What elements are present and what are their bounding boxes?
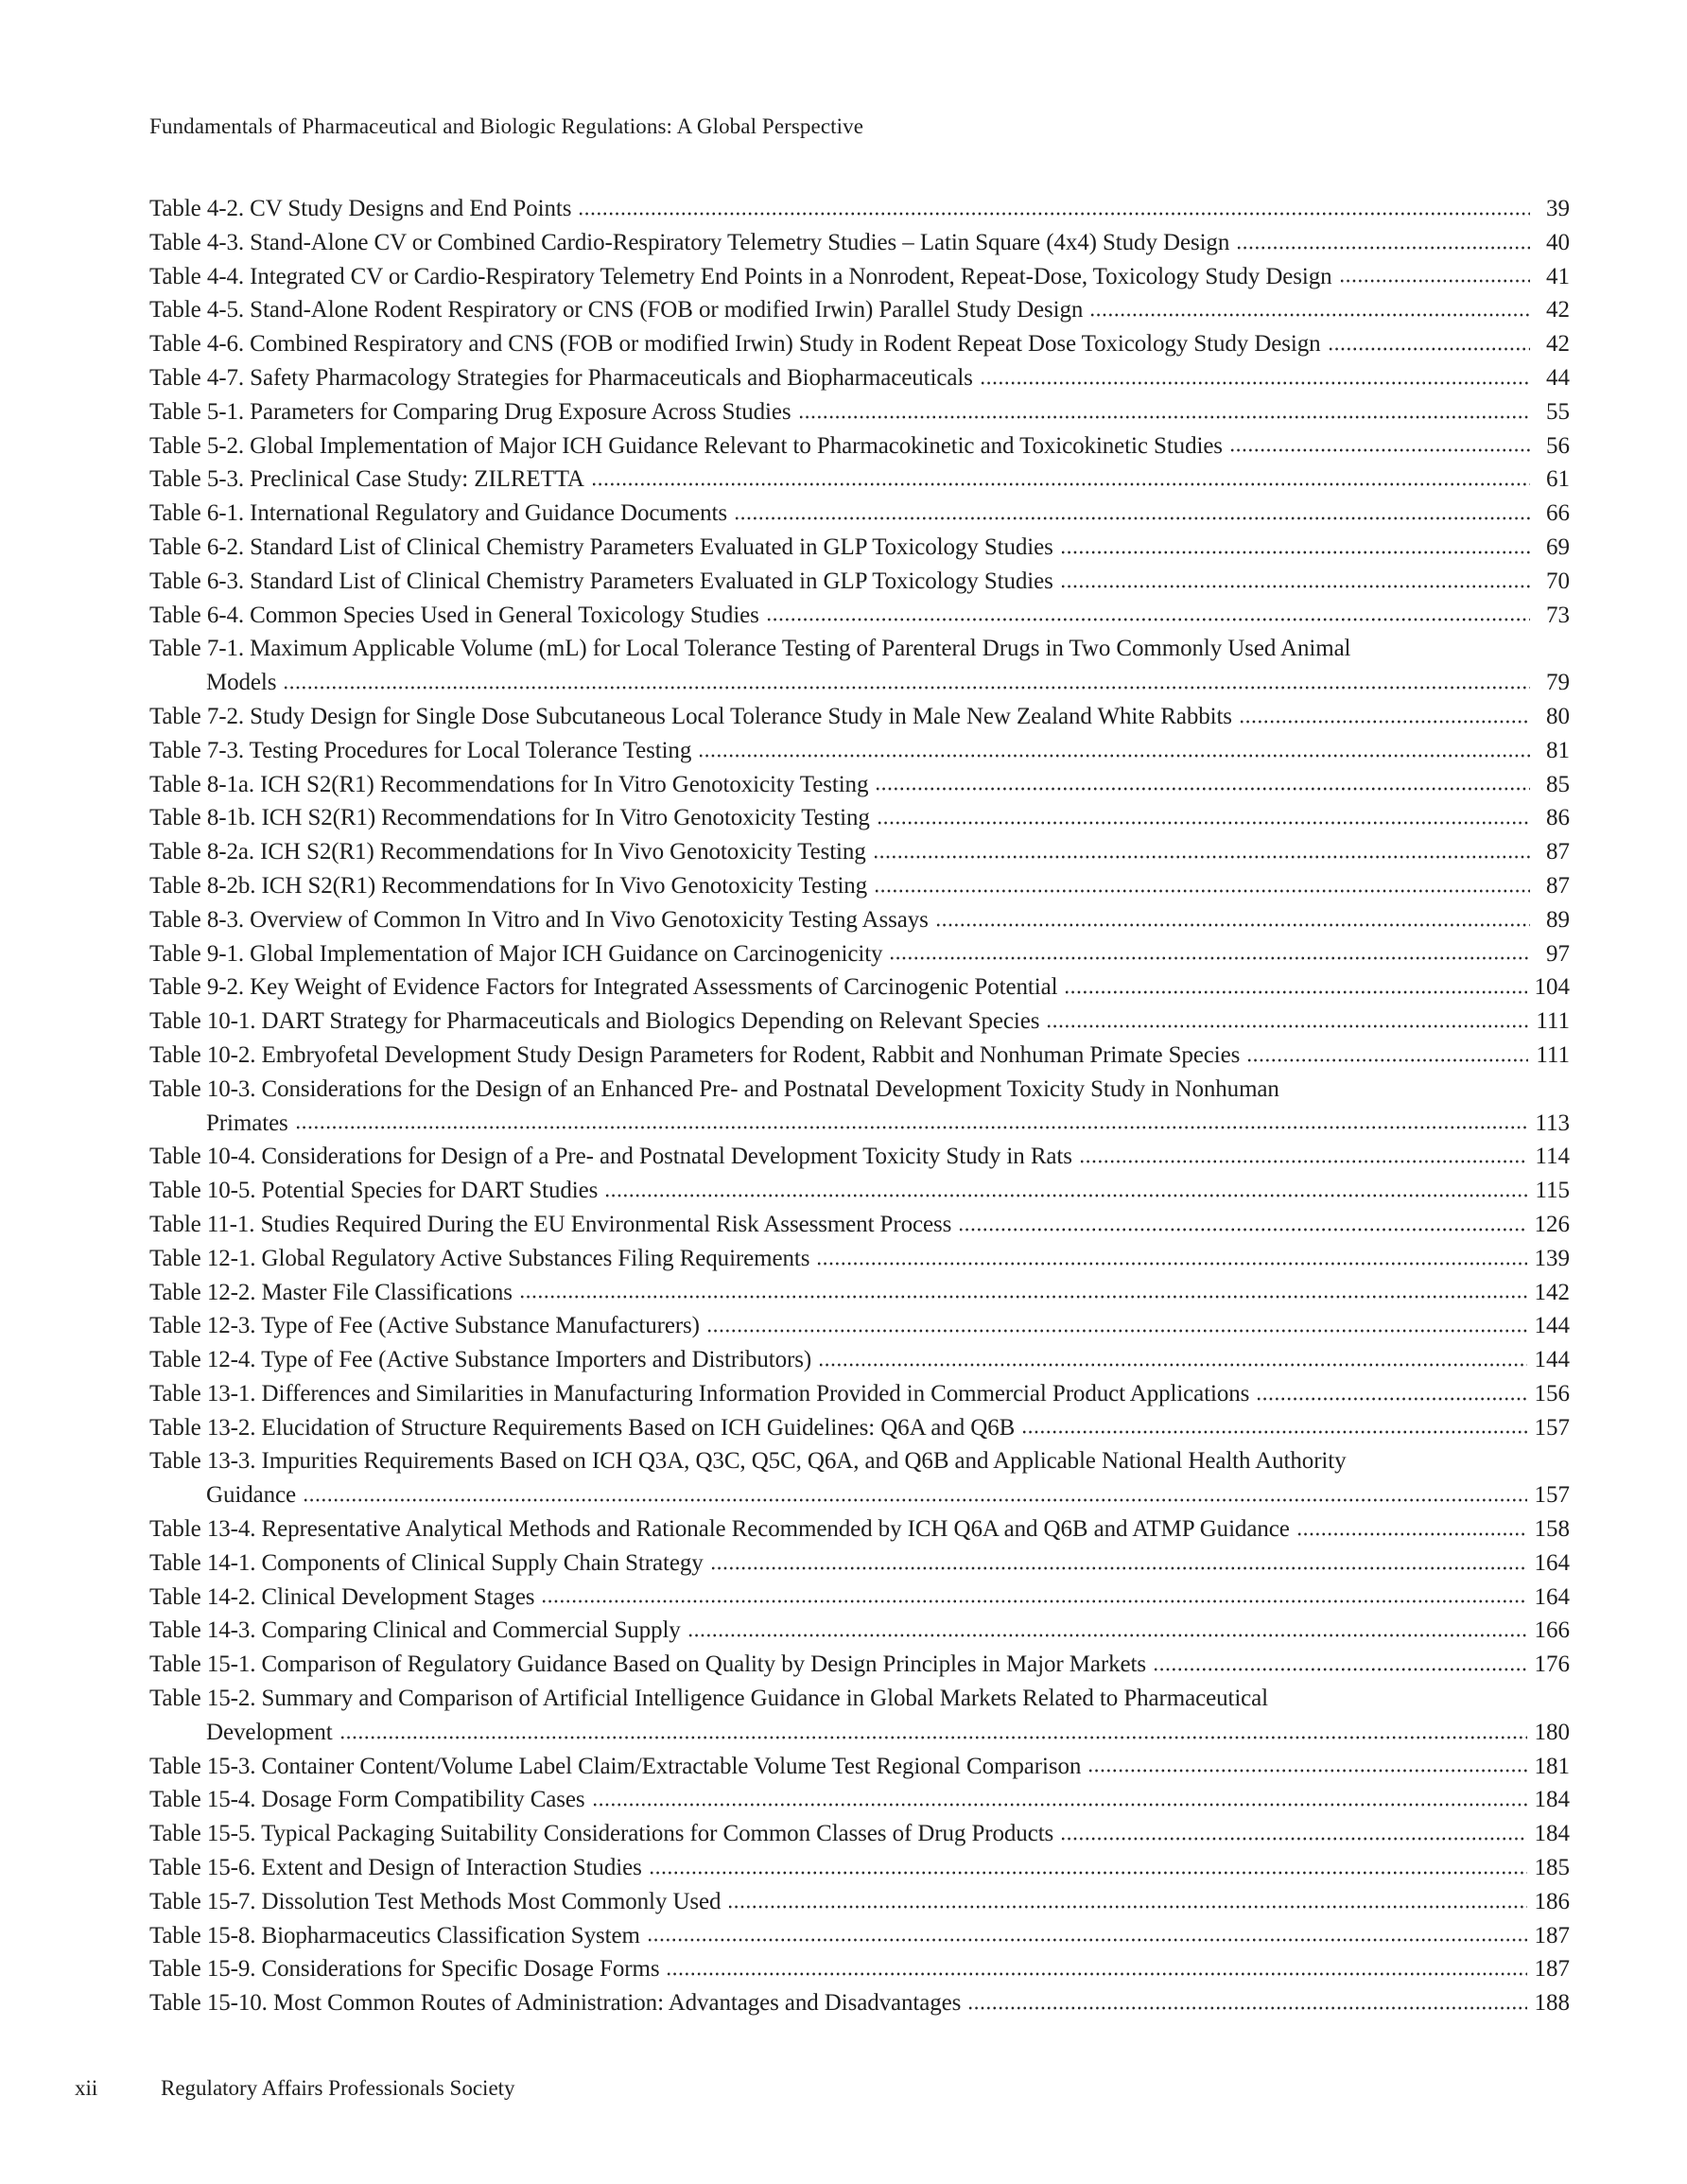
page-number: 184: [1534, 1787, 1570, 1813]
entry-title: Table 11-1. Studies Required During the EU Environmental Risk Assessment Process: [149, 1211, 952, 1237]
entry-title: Table 13-1. Differences and Similarities in Manufacturing Information Provided in Commercial Product Applications: [149, 1380, 1250, 1406]
page-number: 66: [1546, 500, 1570, 527]
entry-title: Table 13-4. Representative Analytical Methods and Rationale Recommended by ICH Q6A and Q6B and ATMP Guidance: [149, 1516, 1290, 1543]
toc-entry: [149, 531, 1570, 565]
entry-title: Table 8-2b. ICH S2(R1) Recommendations for In Vivo Genotoxicity Testing: [149, 872, 868, 899]
page-number: 184: [1534, 1821, 1570, 1847]
dot-leader: [1256, 1377, 1526, 1411]
page-number: 176: [1534, 1651, 1570, 1678]
dot-leader: [766, 599, 1530, 633]
dot-leader: [519, 1276, 1527, 1310]
toc-entry: [149, 1174, 1570, 1208]
toc-entry: [149, 1682, 1570, 1716]
toc-list: [149, 192, 1570, 2020]
entry-title: Table 6-4. Common Species Used in General Toxicology Studies: [149, 602, 759, 628]
toc-entry: [149, 1783, 1570, 1817]
dot-leader: [698, 734, 1530, 768]
dot-leader: [734, 497, 1530, 531]
toc-entry: [149, 734, 1570, 768]
dot-leader: [874, 869, 1530, 903]
page-number: 40: [1546, 229, 1570, 255]
dot-leader: [339, 1716, 1527, 1750]
entry-title: Table 13-2. Elucidation of Structure Requirements Based on ICH Guidelines: Q6A and Q6B: [149, 1414, 1016, 1441]
dot-leader: [1064, 970, 1526, 1005]
page-number: 87: [1546, 839, 1570, 865]
toc-entry: [149, 395, 1570, 429]
page-number: 86: [1546, 805, 1570, 831]
page-number: 79: [1546, 670, 1570, 696]
entry-title: Table 10-3. Considerations for the Design of an Enhanced Pre- and Postnatal Development Toxicity Study in Nonhuman: [149, 1075, 1279, 1102]
page-number: 81: [1546, 737, 1570, 763]
toc-entry: [149, 1581, 1570, 1615]
toc-entry: [149, 1546, 1570, 1581]
toc-entry: [149, 1986, 1570, 2020]
dot-leader: [889, 937, 1530, 971]
dot-leader: [818, 1343, 1526, 1377]
entry-title: Table 7-2. Study Design for Single Dose Subcutaneous Local Tolerance Study in Male New Zealand White Rabbits: [149, 703, 1232, 729]
toc-entry: [149, 869, 1570, 903]
entry-title: Table 12-1. Global Regulatory Active Substances Filing Requirements: [149, 1245, 810, 1271]
toc-entry: [149, 226, 1570, 260]
toc-entry: [149, 970, 1570, 1005]
dot-leader: [1046, 1005, 1528, 1039]
entry-title: Table 14-2. Clinical Development Stages: [149, 1583, 535, 1610]
toc-entry: [149, 327, 1570, 361]
dot-leader: [1339, 260, 1530, 294]
dot-leader: [727, 1885, 1526, 1919]
entry-title: Table 9-1. Global Implementation of Major ICH Guidance on Carcinogenicity: [149, 940, 883, 967]
page-number: 115: [1535, 1178, 1570, 1204]
page-number: 85: [1546, 771, 1570, 797]
dot-leader: [592, 1783, 1527, 1817]
toc-entry: [149, 1952, 1570, 1986]
page-footer: [0, 2074, 1687, 2103]
entry-title: Table 15-8. Biopharmaceutics Classification System: [149, 1922, 640, 1948]
page-number: 180: [1534, 1719, 1570, 1745]
toc-entry: [149, 192, 1570, 226]
page-number: 39: [1546, 196, 1570, 221]
toc-entry: [149, 1140, 1570, 1174]
dot-leader: [283, 666, 1530, 700]
toc-entry-continuation: [149, 666, 1570, 700]
page-number: 188: [1534, 1990, 1570, 2017]
entry-title-continuation: Models: [206, 670, 277, 696]
entry-title: Table 4-2. CV Study Designs and End Points: [149, 196, 572, 221]
toc-entry: [149, 700, 1570, 734]
dot-leader: [541, 1581, 1526, 1615]
dot-leader: [967, 1986, 1526, 2020]
entry-title: Table 10-4. Considerations for Design of a Pre- and Postnatal Development Toxicity Study in Rats: [149, 1144, 1072, 1170]
dot-leader: [980, 361, 1530, 395]
dot-leader: [1060, 1817, 1526, 1851]
toc-entry: [149, 361, 1570, 395]
entry-title: Table 8-1b. ICH S2(R1) Recommendations for In Vitro Genotoxicity Testing: [149, 805, 870, 831]
dot-leader: [1296, 1512, 1527, 1546]
page-number: 187: [1534, 1956, 1570, 1983]
dot-leader: [1153, 1648, 1526, 1682]
entry-title: Table 12-4. Type of Fee (Active Substance Importers and Distributors): [149, 1347, 812, 1373]
toc-entry: [149, 1005, 1570, 1039]
page-number: 113: [1535, 1109, 1570, 1136]
page-number: 185: [1534, 1855, 1570, 1881]
page-folio: xii: [75, 2076, 98, 2100]
entry-title: Table 15-4. Dosage Form Compatibility Cases: [149, 1787, 585, 1813]
entry-title: Table 5-1. Parameters for Comparing Drug Exposure Across Studies: [149, 398, 791, 425]
toc-entry: [149, 768, 1570, 802]
page-number: 70: [1546, 568, 1570, 594]
entry-title: Table 5-3. Preclinical Case Study: ZILRETTA: [149, 466, 584, 493]
dot-leader: [1089, 293, 1530, 327]
dot-leader: [295, 1107, 1528, 1141]
toc-entry: [149, 632, 1570, 666]
toc-entry: [149, 1039, 1570, 1073]
dot-leader: [1060, 531, 1530, 565]
entry-title: Table 8-2a. ICH S2(R1) Recommendations for In Vivo Genotoxicity Testing: [149, 839, 866, 865]
page-number: 157: [1534, 1482, 1570, 1509]
dot-leader: [706, 1309, 1527, 1343]
entry-title: Table 8-1a. ICH S2(R1) Recommendations for In Vitro Genotoxicity Testing: [149, 771, 869, 797]
toc-entry: [149, 463, 1570, 497]
toc-entry: [149, 429, 1570, 463]
entry-title: Table 15-9. Considerations for Specific Dosage Forms: [149, 1956, 660, 1983]
dot-leader: [1236, 226, 1530, 260]
entry-title: Table 14-3. Comparing Clinical and Commercial Supply: [149, 1617, 681, 1644]
toc-entry: [149, 1851, 1570, 1885]
dot-leader: [303, 1478, 1527, 1512]
dot-leader: [1328, 327, 1530, 361]
page-number: 114: [1535, 1144, 1570, 1170]
dot-leader: [578, 192, 1530, 226]
page-number: 97: [1546, 940, 1570, 967]
entry-title: Table 15-2. Summary and Comparison of Artificial Intelligence Guidance in Global Markets Related to Pharmaceutical: [149, 1686, 1269, 1712]
toc-entry: [149, 1444, 1570, 1478]
entry-title: Table 4-5. Stand-Alone Rodent Respiratory or CNS (FOB or modified Irwin) Parallel Study Design: [149, 297, 1084, 323]
page-number: 42: [1546, 297, 1570, 323]
entry-title: Table 5-2. Global Implementation of Major ICH Guidance Relevant to Pharmacokinetic and Toxicokinetic Studies: [149, 432, 1223, 459]
entry-title: Table 7-1. Maximum Applicable Volume (mL) for Local Tolerance Testing of Parenteral Drugs in Two Commonly Used Animal: [149, 636, 1351, 662]
dot-leader: [935, 903, 1530, 937]
page-number: 126: [1534, 1211, 1570, 1237]
dot-leader: [958, 1208, 1526, 1242]
dot-leader: [604, 1174, 1527, 1208]
page-number: 142: [1534, 1279, 1570, 1305]
dot-leader: [710, 1546, 1527, 1581]
entry-title-continuation: Development: [206, 1719, 333, 1745]
page-number: 181: [1534, 1753, 1570, 1779]
entry-title: Table 13-3. Impurities Requirements Based on ICH Q3A, Q3C, Q5C, Q6A, and Q6B and Applicable National Health Authority: [149, 1448, 1347, 1475]
entry-title: Table 6-2. Standard List of Clinical Chemistry Parameters Evaluated in GLP Toxicology Studies: [149, 533, 1053, 560]
entry-title: Table 14-1. Components of Clinical Supply Chain Strategy: [149, 1549, 704, 1576]
dot-leader: [1246, 1039, 1528, 1073]
entry-title: Table 10-1. DART Strategy for Pharmaceuticals and Biologics Depending on Relevant Species: [149, 1008, 1040, 1035]
entry-title: Table 4-4. Integrated CV or Cardio-Respiratory Telemetry End Points in a Nonrodent, Repeat-Dose, Toxicology Study Design: [149, 263, 1332, 289]
page-number: 61: [1546, 466, 1570, 493]
dot-leader: [666, 1952, 1526, 1986]
page-number: 139: [1534, 1245, 1570, 1271]
entry-title: Table 6-3. Standard List of Clinical Chemistry Parameters Evaluated in GLP Toxicology Studies: [149, 568, 1053, 594]
dot-leader: [1087, 1750, 1526, 1784]
toc-entry: [149, 1614, 1570, 1648]
entry-title: Table 10-5. Potential Species for DART Studies: [149, 1178, 599, 1204]
page-number: 187: [1534, 1922, 1570, 1948]
toc-entry: [149, 1242, 1570, 1276]
footer-publisher: Regulatory Affairs Professionals Society: [161, 2076, 515, 2100]
page-number: 164: [1534, 1583, 1570, 1610]
entry-title: Table 4-3. Stand-Alone CV or Combined Cardio-Respiratory Telemetry Studies – Latin Square (4x4) Study Design: [149, 229, 1230, 255]
page-number: 41: [1546, 263, 1570, 289]
toc-entry: [149, 1276, 1570, 1310]
dot-leader: [816, 1242, 1526, 1276]
toc-entry: [149, 1817, 1570, 1851]
page-number: 144: [1534, 1313, 1570, 1339]
dot-leader: [875, 768, 1530, 802]
entry-title: Table 4-6. Combined Respiratory and CNS (FOB or modified Irwin) Study in Rodent Repeat Dose Toxicology Study Design: [149, 331, 1321, 358]
page-number: 69: [1546, 533, 1570, 560]
toc-entry: [149, 903, 1570, 937]
entry-title: Table 7-3. Testing Procedures for Local Tolerance Testing: [149, 737, 692, 763]
toc-entry: [149, 835, 1570, 869]
entry-title: Table 15-1. Comparison of Regulatory Guidance Based on Quality by Design Principles in Major Markets: [149, 1651, 1147, 1678]
entry-title-continuation: Primates: [206, 1109, 288, 1136]
toc-entry: [149, 599, 1570, 633]
page-number: 73: [1546, 602, 1570, 628]
toc-entry: [149, 293, 1570, 327]
toc-entry: [149, 937, 1570, 971]
page-number: 111: [1536, 1008, 1570, 1035]
page-number: 104: [1534, 974, 1570, 1001]
page-number: 164: [1534, 1549, 1570, 1576]
entry-title: Table 15-6. Extent and Design of Interaction Studies: [149, 1855, 642, 1881]
toc-entry: [149, 1208, 1570, 1242]
page-number: 80: [1546, 703, 1570, 729]
page-number: 166: [1534, 1617, 1570, 1644]
entry-title: Table 15-3. Container Content/Volume Label Claim/Extractable Volume Test Regional Comparison: [149, 1753, 1082, 1779]
running-header: Fundamentals of Pharmaceutical and Biologic Regulations: A Global Perspective: [149, 114, 864, 138]
toc-entry-continuation: [149, 1107, 1570, 1141]
toc-entry: [149, 1073, 1570, 1107]
page-number: 55: [1546, 398, 1570, 425]
dot-leader: [591, 463, 1530, 497]
entry-title: Table 10-2. Embryofetal Development Study Design Parameters for Rodent, Rabbit and Nonhuman Primate Species: [149, 1041, 1241, 1068]
dot-leader: [1079, 1140, 1528, 1174]
entry-title: Table 6-1. International Regulatory and Guidance Documents: [149, 500, 727, 527]
entry-title: Table 12-3. Type of Fee (Active Substance Manufacturers): [149, 1313, 700, 1339]
page-number: 186: [1534, 1888, 1570, 1914]
toc-entry: [149, 1309, 1570, 1343]
page-number: 111: [1536, 1041, 1570, 1068]
toc-entry: [149, 1343, 1570, 1377]
toc-entry: [149, 1885, 1570, 1919]
toc-entry: [149, 260, 1570, 294]
entry-title: Table 12-2. Master File Classifications: [149, 1279, 513, 1305]
entry-title: Table 15-7. Dissolution Test Methods Most Commonly Used: [149, 1888, 722, 1914]
page-number: 156: [1534, 1380, 1570, 1406]
dot-leader: [877, 801, 1530, 835]
page-number: 44: [1546, 364, 1570, 391]
entry-title-continuation: Guidance: [206, 1482, 296, 1509]
page-number: 158: [1534, 1516, 1570, 1543]
dot-leader: [649, 1851, 1527, 1885]
toc-entry: [149, 1919, 1570, 1953]
toc-entry-continuation: [149, 1478, 1570, 1512]
entry-title: Table 15-10. Most Common Routes of Administration: Advantages and Disadvantages: [149, 1990, 962, 2017]
dot-leader: [1229, 429, 1530, 463]
dot-leader: [1239, 700, 1530, 734]
dot-leader: [1060, 565, 1530, 599]
toc-entry: [149, 1750, 1570, 1784]
dot-leader: [1021, 1411, 1526, 1445]
dot-leader: [798, 395, 1530, 429]
toc-entry: [149, 1411, 1570, 1445]
page-number: 144: [1534, 1347, 1570, 1373]
page-number: 87: [1546, 872, 1570, 899]
page-number: 42: [1546, 331, 1570, 358]
entry-title: Table 9-2. Key Weight of Evidence Factors for Integrated Assessments of Carcinogenic Potential: [149, 974, 1058, 1001]
dot-leader: [647, 1919, 1527, 1953]
page-number: 157: [1534, 1414, 1570, 1441]
entry-title: Table 15-5. Typical Packaging Suitability Considerations for Common Classes of Drug Products: [149, 1821, 1054, 1847]
toc-entry: [149, 1648, 1570, 1682]
toc-entry: [149, 801, 1570, 835]
page-number: 89: [1546, 906, 1570, 933]
toc-entry: [149, 1512, 1570, 1546]
page-number: 56: [1546, 432, 1570, 459]
dot-leader: [687, 1614, 1527, 1648]
toc-entry-continuation: [149, 1716, 1570, 1750]
toc-entry: [149, 565, 1570, 599]
toc-entry: [149, 1377, 1570, 1411]
entry-title: Table 4-7. Safety Pharmacology Strategies for Pharmaceuticals and Biopharmaceuticals: [149, 364, 973, 391]
toc-entry: [149, 497, 1570, 531]
entry-title: Table 8-3. Overview of Common In Vitro and In Vivo Genotoxicity Testing Assays: [149, 906, 929, 933]
dot-leader: [873, 835, 1530, 869]
